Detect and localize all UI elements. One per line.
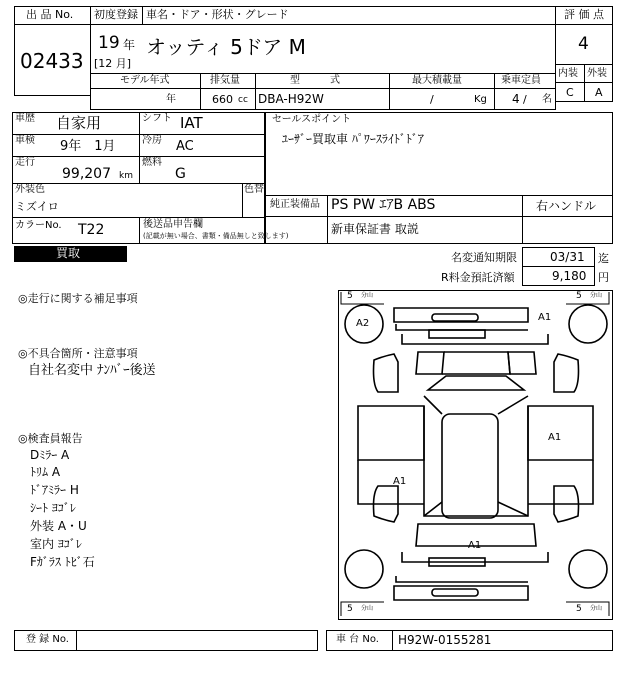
tire-unit: 分山 <box>590 605 603 612</box>
inspector-item: Dﾐﾗｰ A <box>30 448 70 462</box>
chassis-number: H92W-0155281 <box>398 633 492 647</box>
damage-mark-front-bumper: A1 <box>538 312 552 323</box>
color-value: ミズイロ <box>15 200 59 213</box>
damage-mark-front-left: A2 <box>356 318 370 329</box>
name-change-label: 名変通知期限 <box>451 251 517 264</box>
registration-month: [12 月] <box>94 57 132 70</box>
handle-position: 右ハンドル <box>536 199 597 213</box>
fuel-label: 燃料 <box>142 157 162 168</box>
damage-mark-left-side: A1 <box>393 476 407 487</box>
tire-unit: 分山 <box>361 605 374 612</box>
load-unit: Kg <box>474 94 487 105</box>
defects-heading: ◎不具合箇所・注意事項 <box>18 347 138 360</box>
mileage-value: 99,207 <box>62 166 111 182</box>
car-name-label: 車名・ドア・形状・グレード <box>146 8 289 21</box>
shift-label: シフト <box>142 113 172 124</box>
tire-tread-front-left: 5 <box>347 291 353 301</box>
inspector-item: 室内 ﾖｺﾞﾚ <box>30 537 82 551</box>
load-separator: / <box>430 93 434 106</box>
model-code-label: 型 式 <box>290 75 340 86</box>
purchase-badge-text: 買取 <box>56 246 81 260</box>
color-label: 外装色 <box>15 184 45 195</box>
interior-label: 内装 <box>558 68 578 79</box>
tire-tread-front-right: 5 <box>576 291 582 301</box>
inspection-label: 車検 <box>15 135 35 146</box>
capacity-unit: 名 <box>542 94 552 105</box>
repaint-label: 色替 <box>244 184 264 195</box>
tire-unit: 分山 <box>590 292 603 299</box>
history-label: 車歴 <box>15 113 35 124</box>
inspector-item: Fｶﾞﾗｽ ﾄﾋﾞ石 <box>30 555 95 569</box>
displacement-label: 排気量 <box>210 75 240 86</box>
max-load-label: 最大積載量 <box>412 75 462 86</box>
capacity-separator: / <box>523 93 527 106</box>
recycle-fee-value: 9,180 <box>552 269 587 283</box>
name-change-unit: 迄 <box>598 252 609 265</box>
aircon-label: 冷房 <box>142 135 162 146</box>
first-registration-label: 初度登録 <box>94 8 138 21</box>
shift-value: IAT <box>180 114 203 132</box>
fuel-value: G <box>175 166 186 182</box>
aftermarket-note: (記載が無い場合、書類・備品無しと致します) <box>143 232 289 240</box>
car-diagram <box>338 290 613 620</box>
model-code: DBA-H92W <box>258 92 324 106</box>
inspector-heading: ◎検査員報告 <box>18 432 83 445</box>
exterior-grade: A <box>595 86 603 99</box>
tire-tread-rear-right: 5 <box>576 604 582 614</box>
inspector-item: ｼｰﾄ ﾖｺﾞﾚ <box>30 501 76 515</box>
capacity-label: 乗車定員 <box>501 75 541 86</box>
capacity-value: 4 <box>512 92 520 106</box>
sales-point-text: ﾕｰｻﾞｰ買取車 ﾊﾟﾜｰｽﾗｲﾄﾞﾄﾞｱ <box>282 132 424 146</box>
name-change-value: 03/31 <box>550 250 585 264</box>
sales-point-label: セールスポイント <box>272 114 352 125</box>
displacement-unit: cc <box>238 95 248 105</box>
model-year-label: モデル年式 <box>120 75 170 86</box>
equipment-items: PS PW ｴｱB ABS <box>331 197 436 213</box>
mileage-label: 走行 <box>15 157 35 168</box>
chassis-number-label: 車 台 No. <box>336 634 379 645</box>
interior-grade: C <box>566 86 574 99</box>
inspector-item: ﾄﾘﾑ A <box>30 465 61 479</box>
score-value: 4 <box>578 34 589 54</box>
lot-number: 02433 <box>20 49 84 73</box>
tire-tread-rear-left: 5 <box>347 604 353 614</box>
damage-mark-rear: A1 <box>468 540 482 551</box>
driving-notes-heading: ◎走行に関する補足事項 <box>18 292 138 305</box>
tire-unit: 分山 <box>361 292 374 299</box>
equipment-label: 純正装備品 <box>270 199 320 210</box>
inspector-item: ﾄﾞｱﾐﾗｰ H <box>30 483 79 497</box>
history-value: 自家用 <box>56 114 102 132</box>
car-name: オッティ 5ドア M <box>146 35 306 59</box>
mileage-unit: km <box>119 171 133 181</box>
damage-mark-right-side: A1 <box>548 432 562 443</box>
defects-text: 自社名変中 ﾅﾝﾊﾞｰ後送 <box>28 363 156 378</box>
inspector-item: 外装 A・U <box>30 519 87 533</box>
color-number: T22 <box>78 222 105 238</box>
exterior-label: 外装 <box>587 68 607 79</box>
lot-number-label: 出 品 No. <box>26 8 74 21</box>
registration-year: 19 <box>98 33 120 53</box>
warranty-docs: 新車保証書 取説 <box>331 222 419 236</box>
aftermarket-label: 後送品申告欄 <box>143 219 203 230</box>
inspection-value: 9年 1月 <box>60 139 116 154</box>
recycle-fee-unit: 円 <box>598 271 609 284</box>
score-label: 評 価 点 <box>564 8 604 21</box>
registration-year-unit: 年 <box>123 38 136 52</box>
registration-number-label: 登 録 No. <box>26 634 69 645</box>
color-number-label: カラーNo. <box>15 220 62 231</box>
displacement-value: 660 <box>212 93 233 106</box>
model-year-unit: 年 <box>166 94 176 105</box>
recycle-fee-label: R料金預託済額 <box>441 271 515 284</box>
aircon-value: AC <box>176 139 194 154</box>
